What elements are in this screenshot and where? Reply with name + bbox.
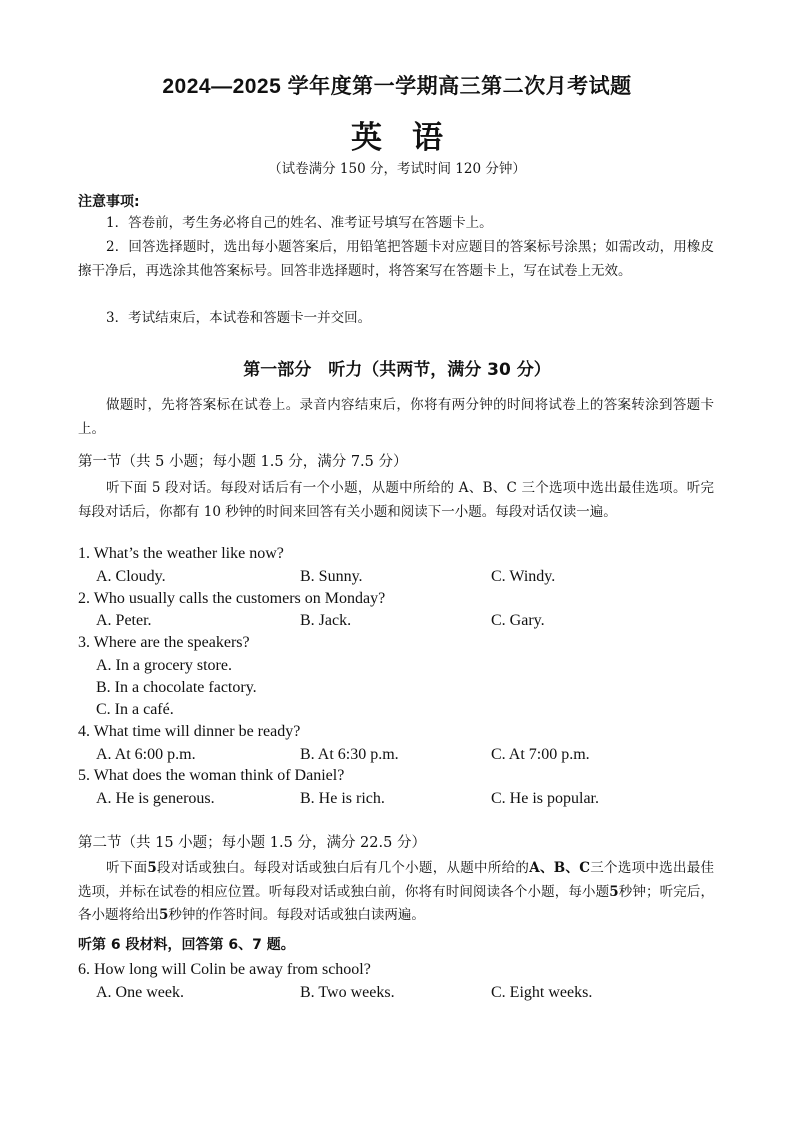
q1-option-a: A. Cloudy. bbox=[96, 568, 166, 585]
q5-option-c: C. He is popular. bbox=[491, 790, 599, 807]
q5-option-b: B. He is rich. bbox=[300, 790, 385, 807]
q6-option-b: B. Two weeks. bbox=[300, 984, 395, 1001]
note-item-3: 3．考试结束后，本试卷和答题卡一并交回。 bbox=[106, 310, 372, 326]
question-1: 1. What’s the weather like now? bbox=[78, 545, 284, 562]
s2-text-1: 听下面 bbox=[106, 860, 148, 876]
s2-text-4: 秒钟；听完后，各小题将给出 bbox=[78, 883, 715, 923]
q1-option-b: B. Sunny. bbox=[300, 568, 363, 585]
q4-option-b: B. At 6:30 p.m. bbox=[300, 746, 399, 763]
question-2: 2. Who usually calls the customers on Monday? bbox=[78, 590, 386, 607]
note-item-2: 2．回答选择题时，选出每小题答案后，用铅笔把答题卡对应题目的答案标号涂黑；如需改动，用橡皮擦干净后，再选涂其他答案标号。回答非选择题时，将答案写在答题卡上，写在试卷上无效。 bbox=[78, 239, 714, 279]
q3-option-a: A. In a grocery store. bbox=[96, 657, 232, 674]
question-6: 6. How long will Colin be away from school? bbox=[78, 961, 371, 978]
q5-option-a: A. He is generous. bbox=[96, 790, 215, 807]
s2-num-2: 5 bbox=[609, 883, 619, 900]
part1-heading: 第一部分 听力（共两节，满分 30 分） bbox=[243, 360, 551, 380]
q2-option-a: A. Peter. bbox=[96, 612, 152, 629]
section2-intro bbox=[78, 857, 714, 928]
question-5: 5. What does the woman think of Daniel? bbox=[78, 767, 345, 784]
part1-intro: 做题时，先将答案标在试卷上。录音内容结束后，你将有两分钟的时间将试卷上的答案转涂到答题卡上。 bbox=[78, 397, 714, 437]
q6-option-a: A. One week. bbox=[96, 984, 184, 1001]
q6-option-c: C. Eight weeks. bbox=[491, 984, 593, 1001]
section1-heading: 第一节（共 5 小题；每小题 1.5 分，满分 7.5 分） bbox=[78, 454, 408, 470]
question-3: 3. Where are the speakers? bbox=[78, 634, 250, 651]
q4-option-a: A. At 6:00 p.m. bbox=[96, 746, 196, 763]
s2-num-3: 5 bbox=[159, 907, 169, 923]
notes-heading: 注意事项: bbox=[78, 194, 140, 210]
section2-heading: 第二节（共 15 小题；每小题 1.5 分，满分 22.5 分） bbox=[78, 835, 426, 851]
s2-text-2: 段对话或独白。每段对话或独白后有几个小题，从题中所给的 bbox=[156, 860, 530, 876]
q2-option-c: C. Gary. bbox=[491, 612, 545, 629]
q3-option-b: B. In a chocolate factory. bbox=[96, 679, 257, 696]
s2-num-1: 5 bbox=[147, 860, 157, 876]
s2-text-3: 三个选项中选出最佳选项，并标在试卷的相应位置。听每段对话或独白前，你将有时间阅读各个小题，每小题 bbox=[78, 860, 715, 900]
score-info: （试卷满分 150 分，考试时间 120 分钟） bbox=[268, 161, 526, 177]
q1-option-c: C. Windy. bbox=[491, 568, 556, 585]
note-item-1: 1．答卷前，考生务必将自己的姓名、准考证号填写在答题卡上。 bbox=[106, 215, 493, 231]
question-4: 4. What time will dinner be ready? bbox=[78, 723, 301, 740]
q3-option-c: C. In a café. bbox=[96, 701, 174, 718]
exam-title: 2024—2025 学年度第一学期高三第二次月考试题 bbox=[162, 75, 632, 98]
material-heading: 听第 6 段材料，回答第 6、7 题。 bbox=[78, 937, 295, 953]
q4-option-c: C. At 7:00 p.m. bbox=[491, 746, 590, 763]
q2-option-b: B. Jack. bbox=[300, 612, 352, 629]
exam-subject: 英语 bbox=[351, 120, 473, 156]
s2-text-5: 秒钟的作答时间。每段对话或独白读两遍。 bbox=[168, 907, 425, 923]
section1-intro: 听下面 5 段对话。每段对话后有一个小题，从题中所给的 A、B、C 三个选项中选出最佳选项。听完每段对话后，你都有 10 秒钟的时间来回答有关小题和阅读下一小题。每段对话仅读一遍。 bbox=[78, 480, 714, 520]
s2-options: A、B、C bbox=[529, 860, 590, 876]
